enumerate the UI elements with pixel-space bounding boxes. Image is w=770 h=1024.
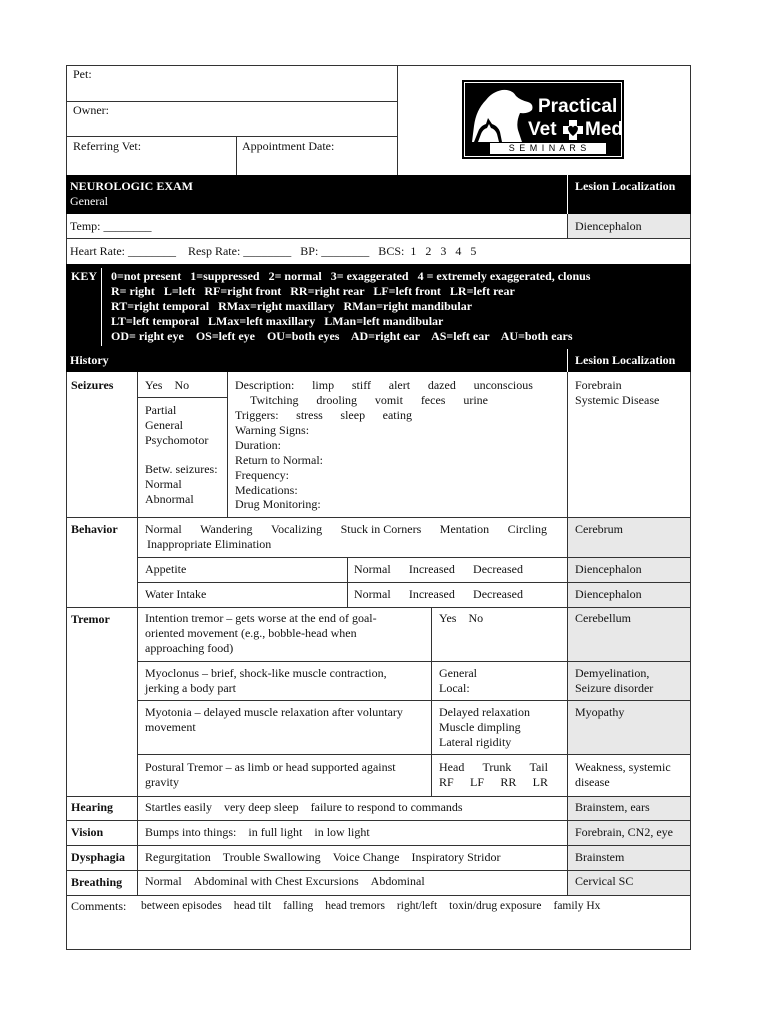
appetite-options xyxy=(354,562,523,577)
postural-tremor-limb[interactable]: RF xyxy=(439,775,454,789)
postural-tremor-option[interactable]: Tail xyxy=(529,760,548,774)
behavior-option[interactable]: Normal xyxy=(145,522,182,536)
behavior-lesion: Cerebrum xyxy=(575,522,623,536)
dysphagia-option[interactable]: Inspiratory Stridor xyxy=(411,850,501,864)
neuro-subtitle: General xyxy=(70,194,108,208)
medications-field[interactable]: Medications: xyxy=(235,483,298,497)
hearing-label: Hearing xyxy=(71,800,113,814)
frame-bottom xyxy=(66,949,691,950)
tremor-label: Tremor xyxy=(71,612,110,626)
history-label: History xyxy=(70,353,109,367)
postural-tremor-desc: Postural Tremor – as limb or head supported against xyxy=(145,760,396,774)
breathing-label: Breathing xyxy=(71,875,123,889)
postural-tremor-lesion: disease xyxy=(575,775,610,789)
between-seizures-option[interactable]: Abnormal xyxy=(145,492,194,506)
description-option[interactable]: Twitching xyxy=(250,393,299,407)
seizure-triggers-row xyxy=(235,408,412,423)
comment-option[interactable]: right/left xyxy=(396,900,438,912)
heart-cross-icon xyxy=(563,120,583,140)
seizures-yes-no[interactable]: Yes No xyxy=(145,378,190,392)
postural-tremor-options xyxy=(439,760,548,775)
vision-option[interactable]: in full light xyxy=(248,825,303,839)
comment-option[interactable]: head tilt xyxy=(233,900,272,912)
header-divider xyxy=(397,65,398,175)
appointment-date-field[interactable]: Appointment Date: xyxy=(242,139,335,153)
dysphagia-options xyxy=(145,850,500,865)
water-intake-options xyxy=(354,587,523,602)
breathing-options xyxy=(145,874,425,889)
lesion-localization-header: Lesion Localization xyxy=(575,353,676,367)
vision-option[interactable]: in low light xyxy=(314,825,370,839)
seizure-description-row xyxy=(235,378,533,393)
temp-field[interactable]: Temp: ________ xyxy=(70,219,152,233)
comment-option[interactable]: toxin/drug exposure xyxy=(449,900,542,912)
dysphagia-option[interactable]: Voice Change xyxy=(332,850,400,864)
myotonia-lesion: Myopathy xyxy=(575,705,625,719)
between-seizures-option[interactable]: Normal xyxy=(145,477,182,491)
hearing-options xyxy=(145,800,463,815)
logo-vet: Vet xyxy=(528,119,557,140)
drug-monitoring-field[interactable]: Drug Monitoring: xyxy=(235,497,321,511)
intention-tremor-desc: oriented movement (e.g., bobble-head when xyxy=(145,626,357,640)
water-intake-option[interactable]: Normal xyxy=(354,587,391,601)
key-line: R= right L=left RF=right front RR=right rear LF=left front LR=left rear xyxy=(111,284,515,298)
hearing-lesion: Brainstem, ears xyxy=(575,800,650,814)
breathing-option[interactable]: Abdominal xyxy=(370,874,425,888)
hearing-option[interactable]: Startles easily xyxy=(145,800,212,814)
hearing-option[interactable]: failure to respond to commands xyxy=(310,800,463,814)
vitals-row[interactable]: Heart Rate: ________ Resp Rate: ________ BP: ________ BCS: 1 2 3 4 5 xyxy=(70,244,477,258)
header-line-2 xyxy=(66,136,397,137)
key-line: 0=not present 1=suppressed 2= normal 3= exaggerated 4 = extremely exaggerated, clonus xyxy=(111,269,591,283)
practical-vet-med-logo xyxy=(462,80,624,159)
breathing-lesion: Cervical SC xyxy=(575,874,634,888)
myoclonus-option[interactable]: Local: xyxy=(439,681,470,695)
behavior-option[interactable]: Vocalizing xyxy=(271,522,323,536)
logo-seminars: S E M I N A R S xyxy=(508,143,588,153)
behavior-options-row xyxy=(145,522,547,537)
dysphagia-label: Dysphagia xyxy=(71,850,126,864)
comments-label: Comments: xyxy=(71,899,127,913)
pet-field[interactable]: Pet: xyxy=(73,67,92,81)
seizure-type-option[interactable]: General xyxy=(145,418,183,432)
myotonia-desc: movement xyxy=(145,720,196,734)
myoclonus-option[interactable]: General xyxy=(439,666,477,680)
seizure-type-option[interactable]: Partial xyxy=(145,403,177,417)
description-option[interactable]: dazed xyxy=(427,378,456,392)
description-option[interactable]: limp xyxy=(312,378,335,392)
postural-tremor-option[interactable]: Trunk xyxy=(482,760,512,774)
behavior-option[interactable]: Circling xyxy=(507,522,547,536)
water-intake-option[interactable]: Increased xyxy=(408,587,455,601)
temp-lesion: Diencephalon xyxy=(575,219,642,233)
triggers-label: Triggers: xyxy=(235,408,279,422)
referring-vet-field[interactable]: Referring Vet: xyxy=(73,139,142,153)
dysphagia-option[interactable]: Trouble Swallowing xyxy=(222,850,321,864)
vision-option[interactable]: Bumps into things: xyxy=(145,825,237,839)
vision-label: Vision xyxy=(71,825,104,839)
seizures-label: Seizures xyxy=(71,378,114,392)
appetite-option[interactable]: Increased xyxy=(408,562,455,576)
between-seizures-label: Betw. seizures: xyxy=(145,462,218,476)
appetite-label: Appetite xyxy=(145,562,187,576)
postural-tremor-option[interactable]: Head xyxy=(439,760,465,774)
appetite-option[interactable]: Decreased xyxy=(473,562,523,576)
seizure-type-option[interactable]: Psychomotor xyxy=(145,433,209,447)
description-option[interactable]: alert xyxy=(388,378,411,392)
postural-tremor-limb[interactable]: LF xyxy=(470,775,485,789)
description-option[interactable]: unconscious xyxy=(473,378,533,392)
intention-tremor-lesion: Cerebellum xyxy=(575,611,631,625)
owner-field[interactable]: Owner: xyxy=(73,103,109,117)
appetite-lesion: Diencephalon xyxy=(575,562,642,576)
breathing-option[interactable]: Abdominal with Chest Excursions xyxy=(193,874,359,888)
comment-option[interactable]: head tremors xyxy=(325,900,385,912)
key-label: KEY xyxy=(71,269,98,283)
dysphagia-lesion: Brainstem xyxy=(575,850,625,864)
postural-tremor-lesion: Weakness, systemic xyxy=(575,760,671,774)
comment-option[interactable]: between episodes xyxy=(141,900,222,912)
postural-tremor-limb[interactable]: LR xyxy=(532,775,548,789)
breathing-option[interactable]: Normal xyxy=(145,874,182,888)
postural-tremor-desc: gravity xyxy=(145,775,179,789)
lesion-localization-header: Lesion Localization xyxy=(575,179,676,193)
warning-signs-field[interactable]: Warning Signs: xyxy=(235,423,310,437)
comments-options xyxy=(141,899,600,914)
header-line-3 xyxy=(236,136,237,175)
myoclonus-desc: Myoclonus – brief, shock-like muscle contraction, xyxy=(145,666,387,680)
seizures-lesion: Forebrain xyxy=(575,378,622,392)
description-option[interactable]: vomit xyxy=(374,393,403,407)
description-option[interactable]: stiff xyxy=(351,378,371,392)
behavior-option[interactable]: Wandering xyxy=(200,522,253,536)
behavior-label: Behavior xyxy=(71,522,118,536)
postural-tremor-limb[interactable]: RR xyxy=(500,775,517,789)
description-option[interactable]: drooling xyxy=(316,393,358,407)
water-intake-option[interactable]: Decreased xyxy=(473,587,523,601)
myotonia-desc: Myotonia – delayed muscle relaxation after voluntary xyxy=(145,705,403,719)
postural-tremor-limbs xyxy=(439,775,548,790)
dysphagia-option[interactable]: Regurgitation xyxy=(145,850,211,864)
behavior-option[interactable]: Stuck in Corners xyxy=(340,522,422,536)
vision-lesion: Forebrain, CN2, eye xyxy=(575,825,673,839)
behavior-option[interactable]: Inappropriate Elimination xyxy=(147,537,272,551)
hearing-option[interactable]: very deep sleep xyxy=(223,800,299,814)
seizures-lesion: Systemic Disease xyxy=(575,393,660,407)
myotonia-option[interactable]: Lateral rigidity xyxy=(439,735,512,749)
trigger-option[interactable]: eating xyxy=(382,408,412,422)
water-intake-label: Water Intake xyxy=(145,587,207,601)
key-line: LT=left temporal LMax=left maxillary LMan=left mandibular xyxy=(111,314,444,328)
frequency-field[interactable]: Frequency: xyxy=(235,468,289,482)
description-option[interactable]: feces xyxy=(420,393,446,407)
behavior-option[interactable]: Mentation xyxy=(439,522,490,536)
myotonia-option[interactable]: Muscle dimpling xyxy=(439,720,521,734)
logo-med: Med xyxy=(585,119,623,140)
myotonia-option[interactable]: Delayed relaxation xyxy=(439,705,530,719)
comment-option[interactable]: family Hx xyxy=(553,900,601,912)
trigger-option[interactable]: sleep xyxy=(340,408,366,422)
logo-practical: Practical xyxy=(538,96,618,117)
intention-tremor-yes-no[interactable]: Yes No xyxy=(439,611,484,625)
intention-tremor-desc: approaching food) xyxy=(145,641,234,655)
frame-top xyxy=(66,65,691,66)
water-intake-lesion: Diencephalon xyxy=(575,587,642,601)
description-option[interactable]: urine xyxy=(463,393,488,407)
seizure-description-row-2 xyxy=(250,393,488,408)
myoclonus-lesion: Demyelination, xyxy=(575,666,650,680)
intention-tremor-desc: Intention tremor – gets worse at the end of goal- xyxy=(145,611,377,625)
neuro-title: NEUROLOGIC EXAM xyxy=(70,179,194,193)
return-to-normal-field[interactable]: Return to Normal: xyxy=(235,453,323,467)
vision-options xyxy=(145,825,370,840)
key-line: OD= right eye OS=left eye OU=both eyes AD=right ear AS=left ear AU=both ears xyxy=(111,329,573,343)
appetite-option[interactable]: Normal xyxy=(354,562,391,576)
duration-field[interactable]: Duration: xyxy=(235,438,281,452)
header-line-1 xyxy=(66,101,397,102)
key-line: RT=right temporal RMax=right maxillary RMan=right mandibular xyxy=(111,299,473,313)
comment-option[interactable]: falling xyxy=(283,900,314,912)
myoclonus-lesion: Seizure disorder xyxy=(575,681,654,695)
myoclonus-desc: jerking a body part xyxy=(145,681,236,695)
description-label: Description: xyxy=(235,378,295,392)
trigger-option[interactable]: stress xyxy=(296,408,323,422)
